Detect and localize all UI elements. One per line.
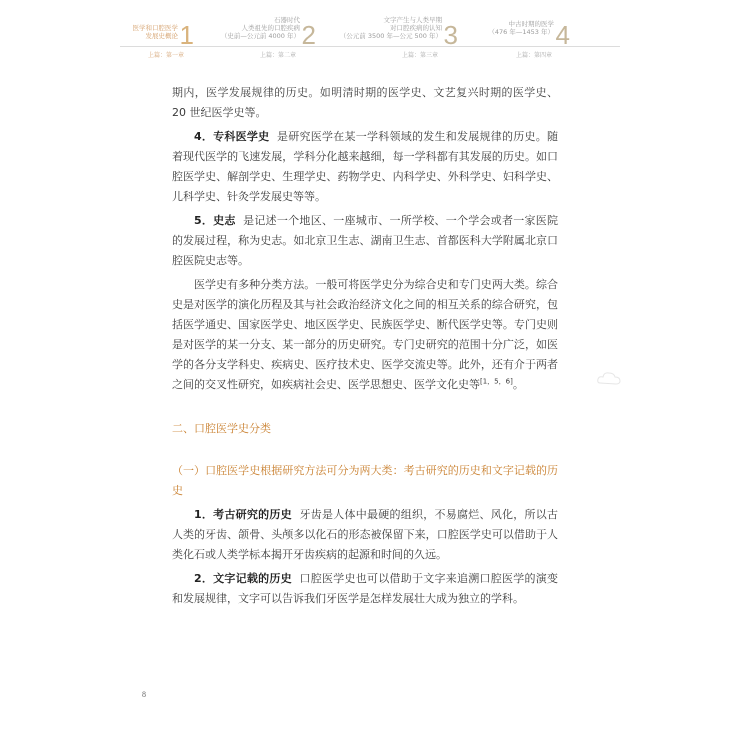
- classification-text: 医学史有多种分类方法。一般可将医学史分为综合史和专门史两大类。综合史是对医学的演化历程及其与社会政治经济文化之间的相互关系的综合研究，包括医学通史、国家医学史、地区医学史、民族医学史、断代医学史等。专门史则是对医学的某一分支、某一部分的历史研究。专门史研究的范围十分广泛，如医学的各分支学科史、疾病史、医疗技术史、医学交流史等。此外，还有介于两者之间的交叉性研究，如疾病社会史、医学思想史、医学文化史等: [172, 278, 558, 391]
- paragraph-classification: [172, 275, 558, 395]
- chapter-2-title-line1: 石器时代: [274, 16, 300, 24]
- chapter-3-number: 3: [443, 20, 458, 50]
- chapter-navigation: [120, 10, 620, 60]
- chapter-1-tab[interactable]: [120, 10, 210, 60]
- item-2-text: 口腔医学史也可以借助于文字来追溯口腔医学的演变和发展规律，文字可以告诉我们牙医学是怎样发展壮大成为独立的学科。: [172, 572, 558, 605]
- chapter-3-title-line3: （公元前 3500 年—公元 500 年）: [339, 32, 442, 40]
- chapter-4-tab[interactable]: [476, 10, 586, 60]
- chapter-2-title-line2: 人类祖先的口腔疾病: [241, 24, 300, 32]
- paragraph-specialty-history: [172, 127, 558, 207]
- paragraph-archaeology: [172, 505, 558, 565]
- item-4-text: 是研究医学在某一学科领域的发生和发展规律的历史。随着现代医学的飞速发展，学科分化越来越细，每一学科都有其发展的历史。如口腔医学史、解剖学史、生理学史、药物学史、内科学史、外科学史、妇科学史、儿科学史、针灸学发展史等等。: [172, 130, 559, 203]
- section-heading: 二、口腔医学史分类: [172, 422, 271, 435]
- chapter-4-title-line2: （476 年—1453 年）: [488, 28, 554, 36]
- page-number: 8: [142, 690, 146, 699]
- chapter-4-number: 4: [555, 20, 570, 50]
- paragraph-period-history: 期内，医学发展规律的历史。如明清时期的医学史、文艺复兴时期的医学史、20 世纪医学史等。: [172, 86, 558, 119]
- chapter-3-tab[interactable]: [334, 10, 474, 60]
- chapter-3-volume: 上篇：第三章: [402, 52, 439, 59]
- paragraph-written-records: [172, 569, 558, 609]
- chapter-1-title-line2: 发展史概论: [145, 32, 178, 40]
- chapter-1-title-line1: 医学和口腔医学: [132, 24, 178, 32]
- item-4-title: 4．专科医学史: [194, 130, 270, 143]
- item-1-title: 1．考古研究的历史: [194, 508, 292, 521]
- subsection-heading: （一）口腔医学史根据研究方法可分为两大类：考古研究的历史和文字记载的历史: [172, 464, 558, 497]
- paragraph-chronicle: [172, 211, 558, 271]
- chapter-3-title-line1: 文字产生与人类早期: [383, 16, 442, 24]
- cloud-watermark-icon: [596, 368, 622, 388]
- item-2-title: 2．文字记载的历史: [194, 572, 292, 585]
- chapter-1-number: 1: [179, 20, 194, 50]
- chapter-4-title-line1: 中古时期的医学: [508, 20, 554, 28]
- chapter-2-title-line3: （史前—公元前 4000 年）: [220, 32, 300, 40]
- item-5-title: 5．史志: [194, 214, 236, 227]
- chapter-3-title-line2: 对口腔疾病的认知: [390, 24, 442, 32]
- classification-end: 。: [512, 378, 524, 391]
- chapter-2-tab[interactable]: [212, 10, 332, 60]
- citation-ref[interactable]: [1，5，6]: [480, 377, 513, 386]
- chapter-2-volume: 上篇：第二章: [260, 52, 297, 59]
- item-5-text: 是记述一个地区、一座城市、一所学校、一个学会或者一家医院的发展过程，称为史志。如北京卫生志、湖南卫生志、首都医科大学附属北京口腔医院史志等。: [172, 214, 558, 267]
- chapter-1-volume: 上篇：第一章: [148, 52, 185, 59]
- page-body: [172, 83, 558, 613]
- item-1-text: 牙齿是人体中最硬的组织，不易腐烂、风化，所以古人类的牙齿、颌骨、头颅多以化石的形态被保留下来，口腔医学史可以借助于人类化石或人类学标本揭开牙齿疾病的起源和时间的久远。: [172, 508, 558, 561]
- header-divider: [120, 46, 620, 47]
- chapter-4-volume: 上篇：第四章: [516, 52, 553, 59]
- chapter-2-number: 2: [301, 20, 316, 50]
